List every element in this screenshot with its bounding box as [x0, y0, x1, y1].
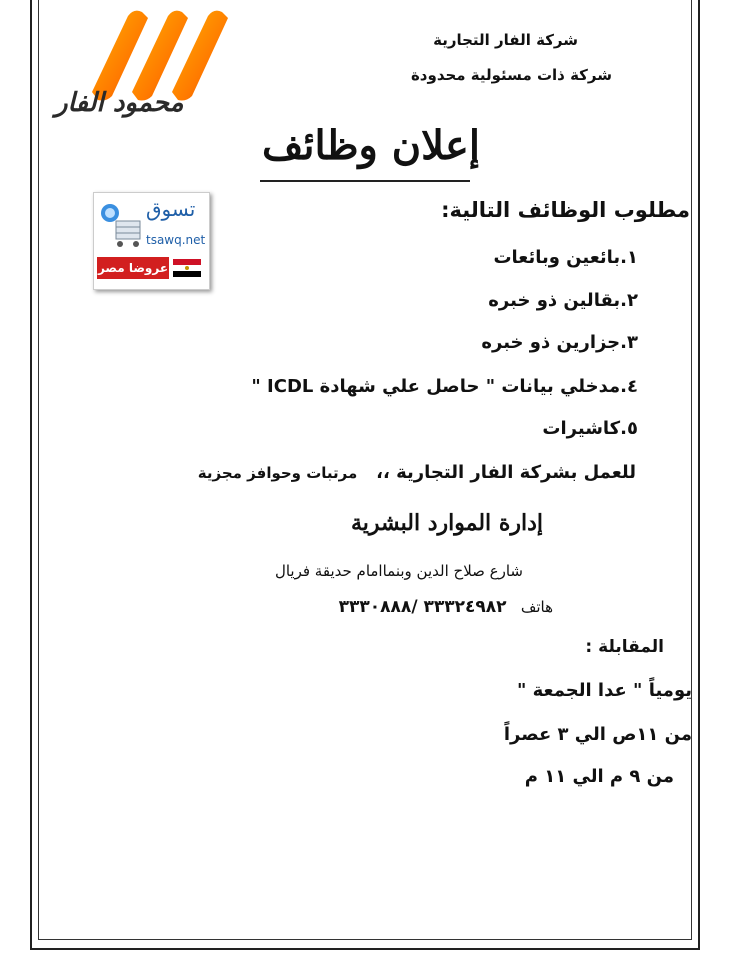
address: شارع صلاح الدين وبنماامام حديقة فريال	[274, 562, 523, 580]
interview-label: المقابلة :	[585, 637, 664, 657]
company-name: شركة الفار التجارية	[433, 31, 578, 49]
hr-department: إدارة الموارد البشرية	[350, 510, 543, 536]
phone-label: هاتف	[520, 598, 553, 616]
page-title: إعلان وظائف	[261, 122, 480, 169]
job-item: ٢.بقالين ذو خبره	[488, 290, 638, 311]
job-item: ٤.مدخلي بيانات " حاصل علي شهادة ICDL "	[251, 376, 638, 397]
interview-hours-morning: من ١١ص الي ٣ عصراً	[503, 724, 692, 745]
logo-text: محمود الفار	[55, 88, 184, 118]
tsawq-badge	[93, 192, 210, 290]
work-line-benefits: مرتبات وحوافز مجزية	[197, 464, 358, 482]
badge-url: tsawq.net	[146, 233, 206, 247]
title-underline	[260, 180, 470, 182]
job-item: ٣.جزارين ذو خبره	[481, 332, 638, 353]
interview-days: يومياً " عدا الجمعة "	[516, 680, 692, 701]
phone-numbers: ٣٣٣٢٤٩٨٢ /٣٣٣٠٨٨٨	[338, 597, 507, 617]
job-item: ١.بائعين وبائعات	[493, 247, 638, 268]
company-type: شركة ذات مسئولية محدودة	[410, 66, 612, 84]
jobs-intro: مطلوب الوظائف التالية:	[441, 198, 690, 222]
job-item: ٥.كاشيرات	[542, 418, 638, 439]
interview-hours-evening: من ٩ م الي ١١ م	[524, 766, 674, 787]
phone-line	[339, 597, 553, 617]
shopping-cart-icon	[98, 199, 144, 251]
work-line	[198, 462, 636, 483]
work-line-main: للعمل بشركة الفار التجارية ،،	[376, 462, 636, 483]
badge-tag: عروضا مصر	[97, 257, 169, 279]
badge-brand: تسوق	[146, 197, 196, 221]
egypt-flag-icon	[173, 259, 201, 277]
